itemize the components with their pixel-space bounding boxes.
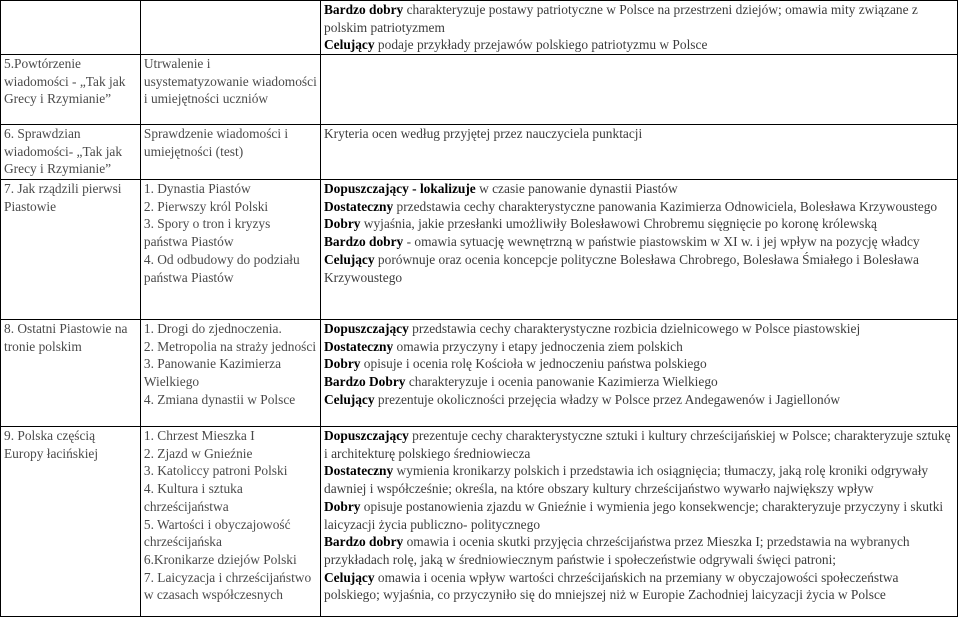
criteria-cell [321, 55, 958, 125]
table-row [1, 427, 958, 617]
criteria-line: Kryteria ocen według przyjętej przez nauczyciela punktacji [324, 126, 643, 142]
table-row [1, 320, 958, 427]
criteria-line: Bardzo dobry omawia i ocenia skutki przyjęcia chrześcijaństwa przez Mieszka I; przedstawia na wybranych przykładach rolę, jaką w średniowiecznym państwie i społeczeństwie odgrywali święci patroni; [324, 534, 910, 567]
criteria-line: Dostateczny omawia przyczyny i etapy jednoczenia ziem polskich [324, 338, 683, 354]
content-item: Utrwalenie i usystematyzowanie wiadomości i umiejętności uczniów [143, 56, 317, 107]
criteria-line: Dopuszczający - lokalizuje w czasie panowanie dynastii Piastów [324, 181, 678, 197]
table-row [1, 55, 958, 125]
content-item: 5. Wartości i obyczajowość chrześcijańska [143, 516, 291, 550]
content-cell [140, 320, 320, 427]
criteria-line: Dobry opisuje i ocenia rolę Kościoła w jednoczeniu państwa polskiego [324, 356, 707, 372]
criteria-cell [321, 1, 958, 55]
content-item: 7. Laicyzacja i chrześcijaństwo w czasach współczesnych [143, 569, 312, 603]
content-item: 2. Pierwszy król Polski [143, 198, 269, 214]
criteria-line: Dopuszczający prezentuje cechy charakterystyczne sztuki i kultury chrześcijańskiej w Polsce; charakteryzuje sztukę i architekturę polskiego średniowiecza [324, 428, 951, 461]
table-row [1, 1, 958, 55]
content-cell [140, 125, 320, 180]
content-cell [140, 427, 320, 617]
content-item: 4. Zmiana dynastii w Polsce [143, 391, 296, 407]
content-cell [140, 180, 320, 320]
content-item: 2. Zjazd w Gnieźnie [143, 445, 253, 461]
content-item: 4. Od odbudowy do podziału państwa Piastów [143, 251, 300, 285]
table-row [1, 180, 958, 320]
topic-cell [1, 125, 141, 180]
topic-title: 7. Jak rządzili pierwsi Piastowie [4, 181, 122, 214]
content-item: Sprawdzenie wiadomości i umiejętności (test) [143, 126, 289, 159]
criteria-line: Celujący podaje przykłady przejawów polskiego patriotyzmu w Polsce [324, 37, 708, 53]
criteria-line: Dobry opisuje postanowienia zjazdu w Gnieźnie i wymienia jego konsekwencje; charakteryzuje przyczyny i skutki laicyzacji życia publiczno- politycznego [324, 498, 944, 532]
criteria-line: Dopuszczający przedstawia cechy charakterystyczne rozbicia dzielnicowego w Polsce piastowskiej [324, 321, 861, 337]
content-item: 2. Metropolia na straży jedności [143, 338, 317, 354]
content-item: 3. Panowanie Kazimierza Wielkiego [143, 356, 282, 390]
criteria-line: Dobry wyjaśnia, jakie przesłanki umożliwiły Bolesławowi Chrobremu sięgnięcie po koronę królewską [324, 216, 877, 232]
content-item: 1. Drogi do zjednoczenia. [143, 321, 282, 337]
content-item: 3. Spory o tron i kryzys państwa Piastów [143, 216, 271, 250]
content-item: 4. Kultura i sztuka chrześcijaństwa [143, 481, 243, 514]
criteria-line: Bardzo dobry - omawia sytuację wewnętrzną w państwie piastowskim w XI w. i jej wpływ na pozycję władcy [324, 234, 920, 250]
topic-title: 6. Sprawdzian wiadomości- „Tak jak Grecy i Rzymianie” [4, 126, 123, 177]
content-cell [140, 1, 320, 55]
content-item: 6.Kronikarze dziejów Polski [143, 551, 297, 567]
criteria-cell [321, 427, 958, 617]
content-item: 1. Dynastia Piastów [143, 181, 251, 197]
criteria-cell [321, 320, 958, 427]
topic-title: 5.Powtórzenie wiadomości - „Tak jak Grecy i Rzymianie” [4, 56, 126, 107]
topic-cell [1, 180, 141, 320]
topic-title: 9. Polska częścią Europy łacińskiej [4, 428, 99, 461]
criteria-line: Celujący omawia i ocenia wpływ wartości chrześcijańskich na przemiany w obyczajowości społeczeństwa polskiego; wyjaśnia, co przyczyniło się do mniejszej niż w Europie Zachodniej laicyzacji życia w Polsce [324, 569, 899, 603]
content-cell [140, 55, 320, 125]
criteria-line: Bardzo Dobry charakteryzuje i ocenia panowanie Kazimierza Wielkiego [324, 374, 718, 390]
topic-cell [1, 55, 141, 125]
criteria-line: Dostateczny przedstawia cechy charakterystyczne panowania Kazimierza Odnowiciela, Bolesława Krzywoustego [324, 198, 938, 214]
criteria-line: Dostateczny wymienia kronikarzy polskich i przedstawia ich osiągnięcia; tłumaczy, jaką rolę kroniki odgrywały dawniej i współcześnie; określa, na które obszary kultury chrześcijaństwo wywarło największy wpływ [324, 463, 929, 497]
content-item: 1. Chrzest Mieszka I [143, 428, 255, 444]
criteria-cell [321, 180, 958, 320]
criteria-line: Celujący porównuje oraz ocenia koncepcje polityczne Bolesława Chrobrego, Bolesława Śmiałego i Bolesława Krzywoustego [324, 251, 919, 285]
content-item: 3. Katoliccy patroni Polski [143, 463, 288, 479]
topic-cell [1, 1, 141, 55]
table-row [1, 125, 958, 180]
criteria-line: Bardzo dobry charakteryzuje postawy patriotyczne w Polsce na przestrzeni dziejów; omawia mity związane z polskim patriotyzmem [324, 2, 918, 35]
topic-cell [1, 320, 141, 427]
topic-title: 8. Ostatni Piastowie na tronie polskim [4, 321, 128, 354]
criteria-line: Celujący prezentuje okoliczności przejęcia władzy w Polsce przez Andegawenów i Jagiellonów [324, 391, 841, 407]
topic-cell [1, 427, 141, 617]
criteria-cell [321, 125, 958, 180]
